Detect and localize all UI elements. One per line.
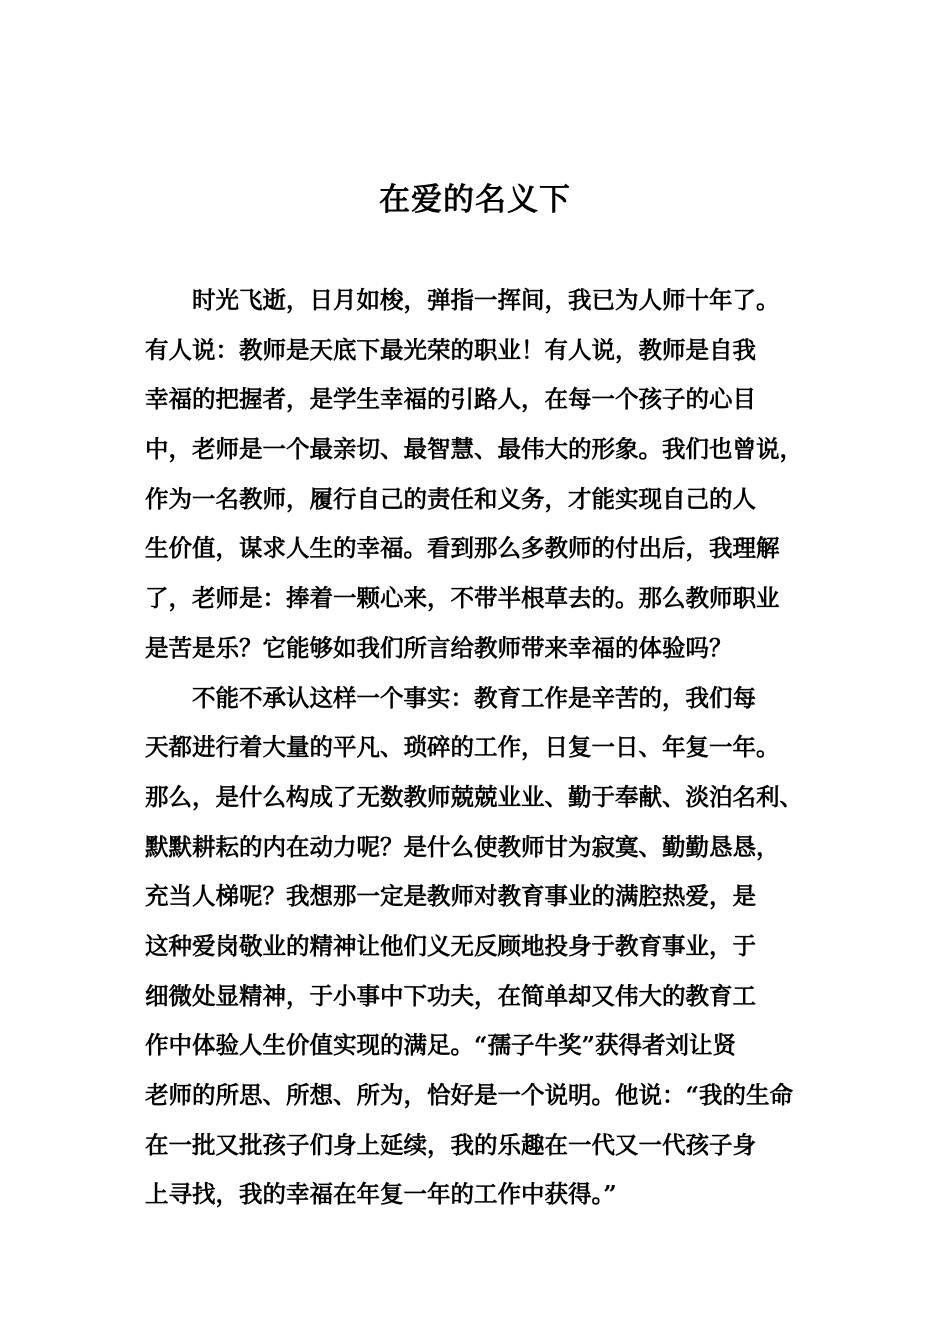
paragraph-line: 细微处显精神，于小事中下功夫，在简单却又伟大的教育工 <box>145 981 756 1010</box>
paragraph-line: 天都进行着大量的平凡、琐碎的工作，日复一日、年复一年。 <box>145 733 780 762</box>
paragraph-line: 生价值，谋求人生的幸福。看到那么多教师的付出后，我理解 <box>145 534 780 563</box>
paragraph-line: 默默耕耘的内在动力呢？是什么使教师甘为寂寞、勤勤恳恳， <box>145 832 780 861</box>
document-title: 在爱的名义下 <box>379 182 571 218</box>
paragraph-line: 不能不承认这样一个事实：教育工作是辛苦的，我们每 <box>192 683 756 712</box>
paragraph-line: 时光飞逝，日月如梭，弹指一挥间，我已为人师十年了。 <box>192 286 780 314</box>
paragraph-line: 这种爱岗敬业的精神让他们义无反顾地投身于教育事业，于 <box>145 931 756 960</box>
paragraph-line: 在一批又批孩子们身上延续，我的乐趣在一代又一代孩子身 <box>145 1130 756 1159</box>
paragraph-line: 有人说：教师是天底下最光荣的职业！有人说，教师是自我 <box>145 335 756 364</box>
paragraph-line: 作为一名教师，履行自己的责任和义务，才能实现自己的人 <box>145 484 756 513</box>
paragraph-line: 作中体验人生价值实现的满足。“孺子牛奖”获得者刘让贤 <box>145 1031 737 1060</box>
document-body <box>145 276 845 1220</box>
paragraph-line: 老师的所思、所想、所为，恰好是一个说明。他说：“我的生命 <box>145 1081 794 1109</box>
paragraph-line: 那么，是什么构成了无数教师兢兢业业、勤于奉献、淡泊名利、 <box>145 782 803 811</box>
paragraph-line: 是苦是乐？它能够如我们所言给教师带来幸福的体验吗？ <box>145 633 733 662</box>
paragraph-line: 中，老师是一个最亲切、最智慧、最伟大的形象。我们也曾说， <box>145 435 803 464</box>
paragraph-line: 充当人梯呢？我想那一定是教师对教育事业的满腔热爱，是 <box>145 882 756 911</box>
paragraph-line: 了，老师是：捧着一颗心来，不带半根草去的。那么教师职业 <box>145 584 780 613</box>
paragraph-line: 幸福的把握者，是学生幸福的引路人，在每一个孩子的心目 <box>145 385 756 414</box>
paragraph-line: 上寻找，我的幸福在年复一年的工作中获得。” <box>145 1180 617 1209</box>
